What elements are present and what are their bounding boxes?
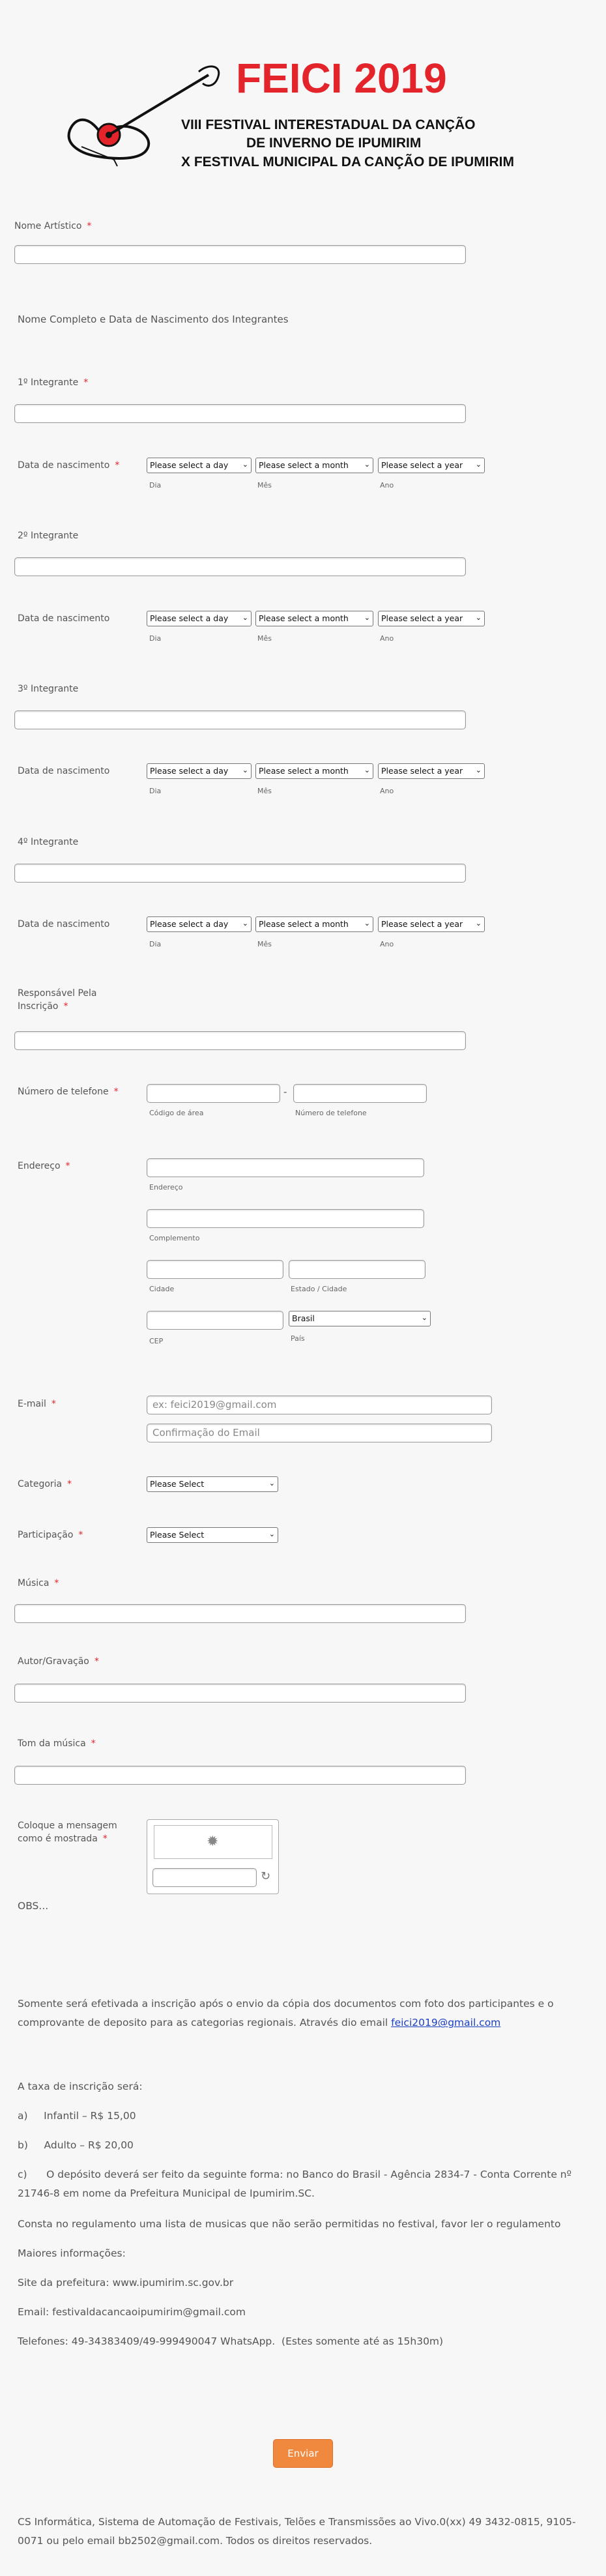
phone-separator: - [283, 1086, 287, 1098]
member2-day-select[interactable]: Please select a day ⌄ [147, 611, 252, 626]
member4-label: 4º Integrante [18, 837, 79, 847]
participation-select[interactable]: Please Select ⌄ [147, 1527, 278, 1543]
chevron-down-icon: ⌄ [475, 919, 482, 928]
member4-day-sublabel: Dia [149, 940, 162, 948]
chevron-down-icon: ⌄ [475, 766, 482, 774]
member2-name-input[interactable] [14, 557, 466, 576]
chevron-down-icon: ⌄ [475, 613, 482, 622]
phone-label: Número de telefone * [18, 1087, 119, 1097]
member4-year-select[interactable]: Please select a year ⌄ [378, 916, 485, 932]
member2-birth-label: Data de nascimento [18, 613, 110, 624]
member4-month-select[interactable]: Please select a month ⌄ [255, 916, 373, 932]
phone-number-input[interactable] [293, 1084, 427, 1103]
captcha-input[interactable] [152, 1868, 257, 1887]
music-input[interactable] [14, 1604, 466, 1623]
refresh-icon[interactable]: ↻ [261, 1869, 271, 1883]
captcha-label: Coloque a mensagem como é mostrada * [18, 1821, 117, 1844]
phone-area-input[interactable] [147, 1084, 280, 1103]
member3-day-sublabel: Dia [149, 787, 162, 795]
state-input[interactable] [289, 1260, 426, 1279]
member4-birth-label: Data de nascimento [18, 919, 110, 929]
site-text: Site da prefeitura: www.ipumirim.sc.gov.br [18, 2277, 234, 2289]
member2-label: 2º Integrante [18, 531, 79, 541]
address-input[interactable] [147, 1158, 424, 1177]
member4-name-input[interactable] [14, 864, 466, 883]
member2-day-sublabel: Dia [149, 634, 162, 643]
city-sublabel: Cidade [149, 1285, 175, 1293]
address-sublabel: Endereço [149, 1183, 183, 1192]
country-sublabel: País [291, 1334, 305, 1343]
festival-subtitle-line2: DE INVERNO DE IPUMIRIM [246, 136, 422, 151]
contact-email-text: Email: festivaldacancaoipumirim@gmail.com [18, 2306, 246, 2318]
member3-name-input[interactable] [14, 710, 466, 729]
chevron-down-icon: ⌄ [364, 919, 370, 928]
chevron-down-icon: ⌄ [364, 460, 370, 469]
chevron-down-icon: ⌄ [242, 766, 248, 774]
author-label: Autor/Gravação * [18, 1656, 99, 1667]
music-label: Música * [18, 1578, 59, 1588]
chevron-down-icon: ⌄ [242, 613, 248, 622]
artist-name-label: Nome Artístico * [14, 221, 92, 231]
member1-label: 1º Integrante * [18, 377, 89, 388]
complement-sublabel: Complemento [149, 1234, 200, 1242]
member4-day-select[interactable]: Please select a day ⌄ [147, 916, 252, 932]
more-info-text: Maiores informações: [18, 2247, 126, 2259]
member1-year-sublabel: Ano [380, 481, 394, 490]
email-label: E-mail * [18, 1399, 56, 1409]
participation-label: Participação * [18, 1530, 83, 1540]
artist-name-input[interactable] [14, 245, 466, 264]
cep-input[interactable] [147, 1311, 283, 1330]
member1-name-input[interactable] [14, 404, 466, 423]
member3-label: 3º Integrante [18, 684, 79, 694]
member3-year-sublabel: Ano [380, 787, 394, 795]
captcha-image [154, 1825, 272, 1859]
chevron-down-icon: ⌄ [268, 1530, 275, 1538]
member2-month-select[interactable]: Please select a month ⌄ [255, 611, 373, 626]
category-select[interactable]: Please Select ⌄ [147, 1476, 278, 1492]
rules-text: Consta no regulamento uma lista de musicas que não serão permitidas no festival, favor ler o regulamento [18, 2218, 561, 2230]
member3-month-select[interactable]: Please select a month ⌄ [255, 763, 373, 779]
footer-text: CS Informática, Sistema de Automação de Festivais, Telões e Transmissões ao Vivo.0(xx) 49 3432-0815, 9105- 0071 ou pelo email bb2502@gmail.com. Todos os direitos reservados. [18, 2516, 576, 2547]
notice-email-link[interactable]: feici2019@gmail.com [391, 2017, 501, 2029]
chevron-down-icon: ⌄ [364, 613, 370, 622]
captcha-box [147, 1819, 279, 1894]
chevron-down-icon: ⌄ [421, 1313, 427, 1322]
chevron-down-icon: ⌄ [242, 460, 248, 469]
complement-input[interactable] [147, 1209, 424, 1228]
member4-month-sublabel: Mês [257, 940, 272, 948]
loading-spinner-icon: ✹ [207, 1834, 219, 1850]
deposit-text: c) O depósito deverá ser feito da seguinte forma: no Banco do Brasil - Agência 2834-7 - Conta Corrente nº 21746-8 em nome da Prefeitura Municipal de Ipumirim.SC. [18, 2169, 571, 2200]
member1-year-select[interactable]: Please select a year ⌄ [378, 458, 485, 473]
member1-day-sublabel: Dia [149, 481, 162, 490]
fee-adult: b) Adulto – R$ 20,00 [18, 2139, 134, 2151]
member1-birth-label: Data de nascimento * [18, 460, 120, 471]
responsible-label: Responsável Pela Inscrição * [18, 988, 97, 1012]
fee-title: A taxa de inscrição será: [18, 2081, 143, 2092]
member3-day-select[interactable]: Please select a day ⌄ [147, 763, 252, 779]
tone-label: Tom da música * [18, 1738, 96, 1749]
festival-subtitle-line3: X FESTIVAL MUNICIPAL DA CANÇÃO DE IPUMIRIM [181, 154, 515, 169]
member2-year-select[interactable]: Please select a year ⌄ [378, 611, 485, 626]
member1-month-select[interactable]: Please select a month ⌄ [255, 458, 373, 473]
member2-month-sublabel: Mês [257, 634, 272, 643]
member2-year-sublabel: Ano [380, 634, 394, 643]
phone-area-sublabel: Código de área [149, 1109, 204, 1117]
chevron-down-icon: ⌄ [242, 919, 248, 928]
member3-year-select[interactable]: Please select a year ⌄ [378, 763, 485, 779]
festival-subtitle-line1: VIII FESTIVAL INTERESTADUAL DA CANÇÃO [181, 117, 476, 132]
fee-infant: a) Infantil – R$ 15,00 [18, 2110, 136, 2122]
country-select[interactable]: Brasil ⌄ [289, 1311, 431, 1326]
author-input[interactable] [14, 1684, 466, 1703]
city-input[interactable] [147, 1260, 283, 1279]
festival-title: FEICI 2019 [236, 55, 447, 102]
member3-month-sublabel: Mês [257, 787, 272, 795]
members-heading: Nome Completo e Data de Nascimento dos Integrantes [18, 314, 289, 325]
email-confirm-input[interactable]: Confirmação do Email [147, 1424, 492, 1442]
notice-text: Somente será efetivada a inscrição após o envio da cópia dos documentos com foto dos participantes e o comprovante de deposito para as categorias regionais. Através dio email feici2019@gmail.com [18, 1998, 554, 2029]
responsible-input[interactable] [14, 1031, 466, 1050]
member3-birth-label: Data de nascimento [18, 766, 110, 776]
chevron-down-icon: ⌄ [475, 460, 482, 469]
tone-input[interactable] [14, 1766, 466, 1785]
state-sublabel: Estado / Cidade [291, 1285, 347, 1293]
cep-sublabel: CEP [149, 1337, 164, 1345]
obs-text: OBS... [18, 1900, 49, 1912]
chevron-down-icon: ⌄ [268, 1479, 275, 1487]
address-label: Endereço * [18, 1161, 70, 1171]
member1-month-sublabel: Mês [257, 481, 272, 490]
category-label: Categoria * [18, 1479, 72, 1489]
phone-number-sublabel: Número de telefone [295, 1109, 367, 1117]
email-input[interactable]: ex: feici2019@gmail.com [147, 1396, 492, 1414]
member4-year-sublabel: Ano [380, 940, 394, 948]
phones-text: Telefones: 49-34383409/49-999490047 WhatsApp. (Estes somente até as 15h30m) [18, 2335, 444, 2347]
member1-day-select[interactable]: Please select a day ⌄ [147, 458, 252, 473]
submit-button[interactable]: Enviar [273, 2439, 333, 2468]
chevron-down-icon: ⌄ [364, 766, 370, 774]
